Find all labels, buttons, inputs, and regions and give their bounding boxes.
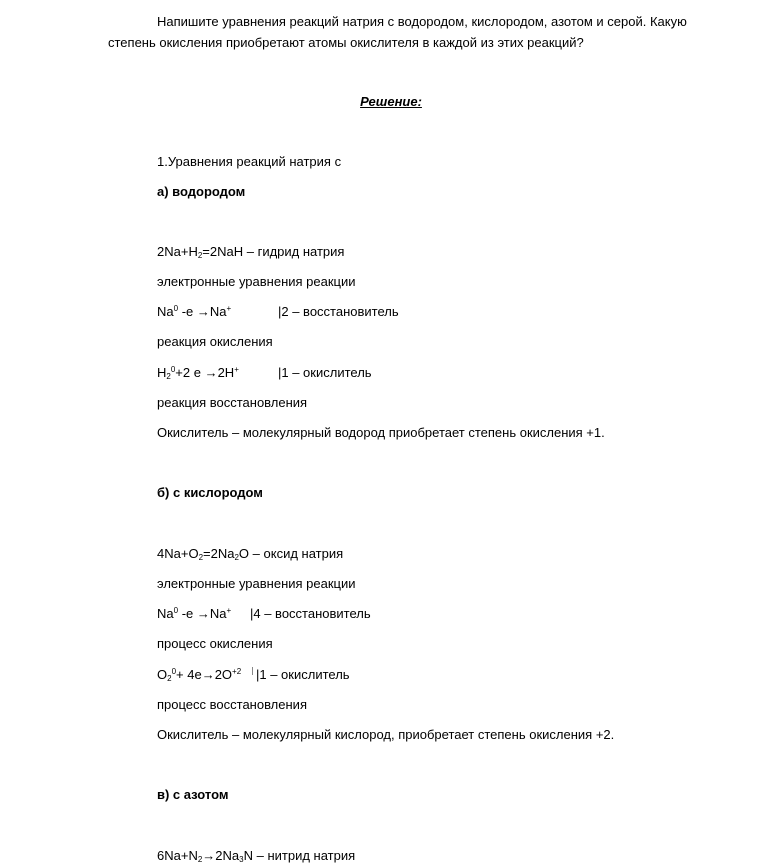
section-b-equation <box>157 546 343 562</box>
solution-heading: Решение: <box>360 94 422 109</box>
section-b-oxidation-equation: Na$^0$ -e →Na+ <box>157 606 232 621</box>
section-a-reduction-equation: $H_2^0+2$ e →2H+ <box>157 365 239 381</box>
section-a-oxidation-equation: Na$^0$ -e →Na+ <box>157 304 232 319</box>
section-a-equation <box>157 244 344 260</box>
section-c-equation <box>157 848 355 864</box>
section-a-reduction-role: |1 – окислитель <box>278 365 372 380</box>
role-text: |1 – окислитель <box>256 667 350 682</box>
task-text-line-2: степень окисления приобретают атомы окислителя в каждой из этих реакций? <box>108 35 584 50</box>
section-b-electron-label: электронные уравнения реакции <box>157 576 356 591</box>
section-b-reduction-role <box>252 667 350 683</box>
section-b-oxidation-role: |4 – восстановитель <box>250 606 371 621</box>
intro-text: 1.Уравнения реакций натрия с <box>157 154 342 169</box>
section-b-oxidation-process: процесс окисления <box>157 636 273 651</box>
equation-formula: $6Na+N_2\to 2Na_3N$ <box>157 848 253 864</box>
equation-formula: $4Na+O_2=2Na_2O$ <box>157 546 250 562</box>
section-a-electron-label: электронные уравнения реакции <box>157 274 356 289</box>
equation-name: – оксид натрия <box>252 546 344 561</box>
task-text-line-1: Напишите уравнения реакций натрия с водородом, кислородом, азотом и серой. Какую <box>157 14 687 29</box>
equation-name: – гидрид натрия <box>246 244 345 259</box>
section-c-heading: в) с азотом <box>157 787 229 802</box>
cursor-mark <box>252 667 253 675</box>
equation-formula: $2Na+H_2=2NaH$ <box>157 244 244 260</box>
section-b-reduction-equation: $O_2^0+ 4e\to 2O^{+2}$ <box>157 667 242 683</box>
section-b-conclusion: Окислитель – молекулярный кислород, приобретает степень окисления +2. <box>157 727 615 742</box>
section-a-oxidation-process: реакция окисления <box>157 334 273 349</box>
section-a-conclusion: Окислитель – молекулярный водород приобретает степень окисления +1. <box>157 425 605 440</box>
section-a-heading: а) водородом <box>157 184 246 199</box>
section-b-reduction-process: процесс восстановления <box>157 697 307 712</box>
equation-name: – нитрид натрия <box>256 848 356 863</box>
section-b-heading: б) с кислородом <box>157 485 263 500</box>
section-a-reduction-process: реакция восстановления <box>157 395 308 410</box>
section-a-oxidation-role: |2 – восстановитель <box>278 304 399 319</box>
